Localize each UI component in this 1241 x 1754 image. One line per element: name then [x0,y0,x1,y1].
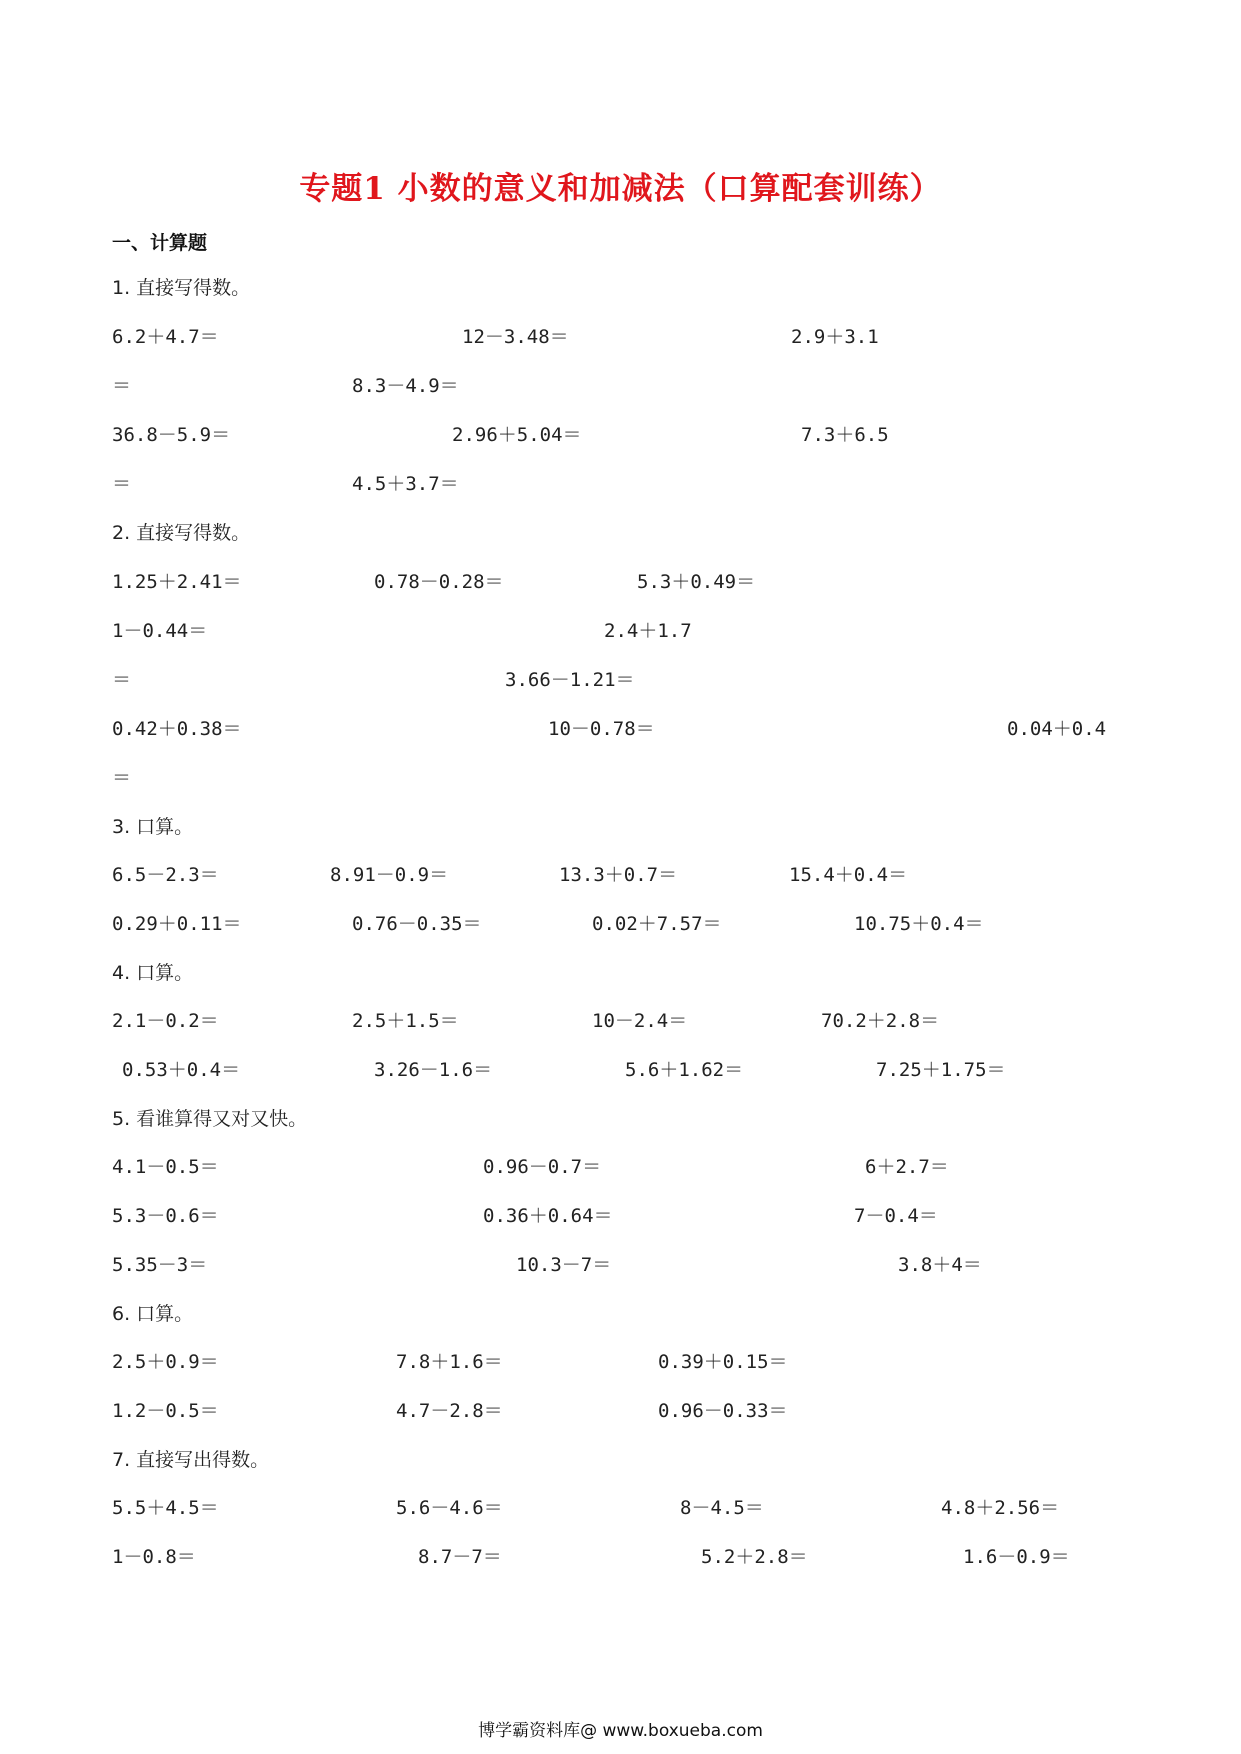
problem: 2.1－0.2＝ [112,1010,219,1032]
problem: 5.2＋2.8＝ [701,1546,808,1568]
problem: 13.3＋0.7＝ [559,864,678,886]
question-6-heading: 6. 口算。 [112,1303,194,1325]
problem: 12－3.48＝ [462,326,569,348]
problem: 5.6－4.6＝ [396,1497,503,1519]
problem: 5.3＋0.49＝ [637,571,756,593]
problem: 0.39＋0.15＝ [658,1351,788,1373]
problem: 8－4.5＝ [680,1497,764,1519]
problem: 15.4＋0.4＝ [789,864,908,886]
problem: 10－2.4＝ [592,1010,688,1032]
problem: 0.29＋0.11＝ [112,913,242,935]
problem: 2.5＋1.5＝ [352,1010,459,1032]
problem: 4.5＋3.7＝ [352,473,459,495]
problem: 0.53＋0.4＝ [122,1059,241,1081]
section-heading: 一、计算题 [112,232,208,254]
problem: 8.91－0.9＝ [330,864,449,886]
problem: 10.75＋0.4＝ [854,913,984,935]
problem: 1－0.8＝ [112,1546,196,1568]
problem: 4.1－0.5＝ [112,1156,219,1178]
question-4-heading: 4. 口算。 [112,962,194,984]
problem: 0.76－0.35＝ [352,913,482,935]
problem: 2.4＋1.7 [604,620,692,642]
problem: 8.7－7＝ [418,1546,502,1568]
problem: 3.8＋4＝ [898,1254,982,1276]
problem: 5.6＋1.62＝ [625,1059,744,1081]
problem: 4.7－2.8＝ [396,1400,503,1422]
question-5-heading: 5. 看谁算得又对又快。 [112,1108,308,1130]
problem: 6.2＋4.7＝ [112,326,219,348]
page-title: 专题1 小数的意义和加减法（口算配套训练） [299,171,942,207]
problem: 5.5＋4.5＝ [112,1497,219,1519]
problem: 6＋2.7＝ [865,1156,949,1178]
problem: 10.3－7＝ [516,1254,612,1276]
problem: 2.96＋5.04＝ [452,424,582,446]
problem: 10－0.78＝ [548,718,655,740]
problem: 4.8＋2.56＝ [941,1497,1060,1519]
problem: 0.04＋0.4 [1007,718,1107,740]
question-1-heading: 1. 直接写得数。 [112,277,251,299]
problem: 3.26－1.6＝ [374,1059,493,1081]
problem: 8.3－4.9＝ [352,375,459,397]
problem: 0.02＋7.57＝ [592,913,722,935]
problem: 7.25＋1.75＝ [876,1059,1006,1081]
problem: 2.9＋3.1 [791,326,879,348]
problem: 0.78－0.28＝ [374,571,504,593]
question-2-heading: 2. 直接写得数。 [112,522,251,544]
problem: 3.66－1.21＝ [505,669,635,691]
question-3-heading: 3. 口算。 [112,816,194,838]
problem: 0.42＋0.38＝ [112,718,242,740]
problem: 1－0.44＝ [112,620,208,642]
problem: ＝ [112,375,132,397]
problem: 0.96－0.7＝ [483,1156,602,1178]
footer-watermark: 博学霸资料库@ www.boxueba.com [478,1721,763,1741]
problem: 5.3－0.6＝ [112,1205,219,1227]
problem: 5.35－3＝ [112,1254,208,1276]
problem: 1.25＋2.41＝ [112,571,242,593]
problem: 7－0.4＝ [854,1205,938,1227]
problem: 6.5－2.3＝ [112,864,219,886]
problem: 1.2－0.5＝ [112,1400,219,1422]
problem: 0.36＋0.64＝ [483,1205,613,1227]
question-7-heading: 7. 直接写出得数。 [112,1449,270,1471]
problem: 70.2＋2.8＝ [821,1010,940,1032]
problem: 36.8－5.9＝ [112,424,231,446]
problem: 7.3＋6.5 [801,424,889,446]
problem: ＝ [112,473,132,495]
problem: 7.8＋1.6＝ [396,1351,503,1373]
problem: 0.96－0.33＝ [658,1400,788,1422]
problem: 2.5＋0.9＝ [112,1351,219,1373]
problem: 1.6－0.9＝ [963,1546,1070,1568]
problem: ＝ [112,767,132,789]
problem: ＝ [112,669,132,691]
